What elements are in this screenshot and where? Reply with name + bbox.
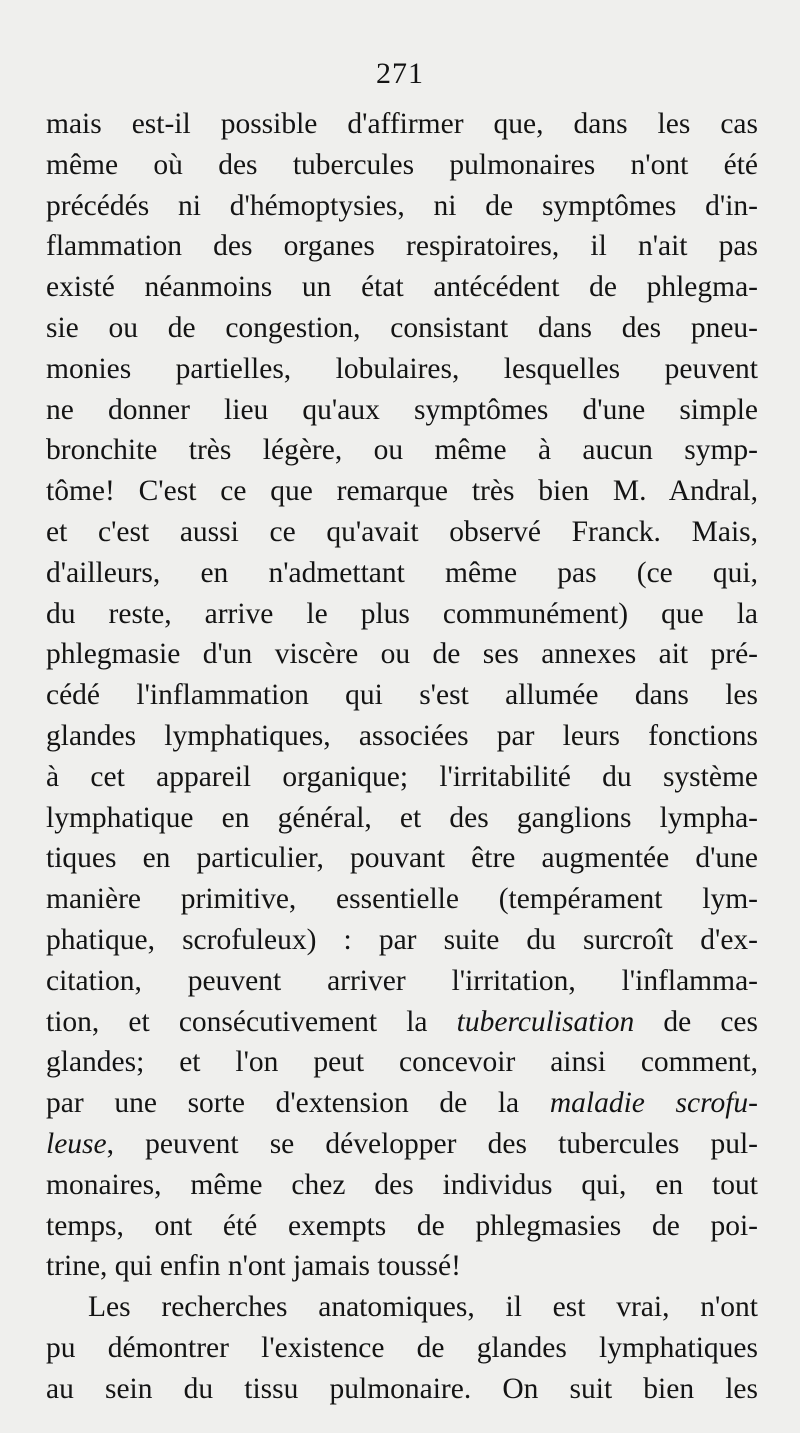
text-line xyxy=(46,1165,758,1206)
line-text: Les recherches anatomiques, il est vrai, n'ont xyxy=(88,1291,758,1324)
line-text: même où des tubercules pulmonaires n'ont été xyxy=(46,148,758,181)
text-line xyxy=(46,716,758,757)
line-text: trine, qui enfin n'ont jamais toussé! xyxy=(46,1250,461,1283)
text-line xyxy=(46,145,758,186)
text-line xyxy=(46,512,758,553)
line-text: tion, et consécutivement la xyxy=(46,1005,457,1038)
line-text: bronchite très légère, ou même à aucun symp- xyxy=(46,434,758,467)
line-text: flammation des organes respiratoires, il n'ait pas xyxy=(46,230,758,263)
line-text: de ces xyxy=(634,1005,759,1038)
line-text: ne donner lieu qu'aux symptômes d'une simple xyxy=(46,393,758,426)
text-line xyxy=(46,1206,758,1247)
text-line xyxy=(46,471,758,512)
line-text: monies partielles, lobulaires, lesquelles peuvent xyxy=(46,352,758,385)
text-line xyxy=(46,1083,758,1124)
line-text: citation, peuvent arriver l'irritation, l'inflamma- xyxy=(46,964,758,997)
text-line xyxy=(46,553,758,594)
line-text: glandes lymphatiques, associées par leurs fonctions xyxy=(46,719,758,752)
text-line xyxy=(46,390,758,431)
line-text: au sein du tissu pulmonaire. On suit bien les xyxy=(46,1372,758,1405)
text-line xyxy=(46,961,758,1002)
text-line xyxy=(46,267,758,308)
line-text: glandes; et l'on peut concevoir ainsi comment, xyxy=(46,1046,758,1079)
line-text: existé néanmoins un état antécédent de phlegma- xyxy=(46,271,758,304)
text-line xyxy=(46,879,758,920)
text-line xyxy=(46,1124,758,1165)
text-line xyxy=(46,1369,758,1410)
line-text: et c'est aussi ce qu'avait observé Franck. Mais, xyxy=(46,515,758,548)
text-line xyxy=(46,430,758,471)
line-text: temps, ont été exempts de phlegmasies de poi- xyxy=(46,1209,758,1242)
text-line xyxy=(46,226,758,267)
text-line xyxy=(46,1002,758,1043)
line-text: à cet appareil organique; l'irritabilité du système xyxy=(46,760,758,793)
text-line xyxy=(46,798,758,839)
body-text xyxy=(46,104,758,1410)
line-text: monaires, même chez des individus qui, en tout xyxy=(46,1168,758,1201)
text-line xyxy=(46,1246,758,1287)
line-text: du reste, arrive le plus communément) que la xyxy=(46,597,758,630)
line-text: phatique, scrofuleux) : par suite du surcroît d'ex- xyxy=(46,923,758,956)
line-text: tôme! C'est ce que remarque très bien M. Andral, xyxy=(46,475,758,508)
line-text: précédés ni d'hémoptysies, ni de symptômes d'in- xyxy=(46,189,758,222)
line-text: , peuvent se développer des tubercules pul- xyxy=(106,1127,758,1160)
text-line xyxy=(46,1287,758,1328)
text-line xyxy=(46,634,758,675)
line-text: d'ailleurs, en n'admettant même pas (ce qui, xyxy=(46,556,758,589)
line-text: par une sorte d'extension de la xyxy=(46,1087,550,1120)
text-line xyxy=(46,1328,758,1369)
text-line xyxy=(46,308,758,349)
line-text: lymphatique en général, et des ganglions lympha- xyxy=(46,801,758,834)
line-text: sie ou de congestion, consistant dans des pneu- xyxy=(46,311,758,344)
page-number: 271 xyxy=(376,57,424,90)
text-line xyxy=(46,104,758,145)
line-text: phlegmasie d'un viscère ou de ses annexes ait pré- xyxy=(46,638,758,671)
italic-text: maladie scrofu- xyxy=(549,1087,758,1120)
text-line xyxy=(46,920,758,961)
line-text: cédé l'inflammation qui s'est allumée dans les xyxy=(46,679,758,712)
line-text: mais est-il possible d'affirmer que, dans les cas xyxy=(46,108,758,140)
text-line xyxy=(46,1042,758,1083)
italic-text: leuse xyxy=(46,1127,107,1160)
text-line xyxy=(46,186,758,227)
line-text: manière primitive, essentielle (tempérament lym- xyxy=(46,883,758,916)
line-text: tiques en particulier, pouvant être augmentée d'une xyxy=(46,842,758,875)
text-line xyxy=(46,675,758,716)
text-line xyxy=(46,349,758,390)
text-line xyxy=(46,757,758,798)
italic-text: tuberculisation xyxy=(456,1005,635,1038)
line-text: pu démontrer l'existence de glandes lymphatiques xyxy=(46,1331,758,1364)
text-line xyxy=(46,594,758,635)
text-line xyxy=(46,838,758,879)
